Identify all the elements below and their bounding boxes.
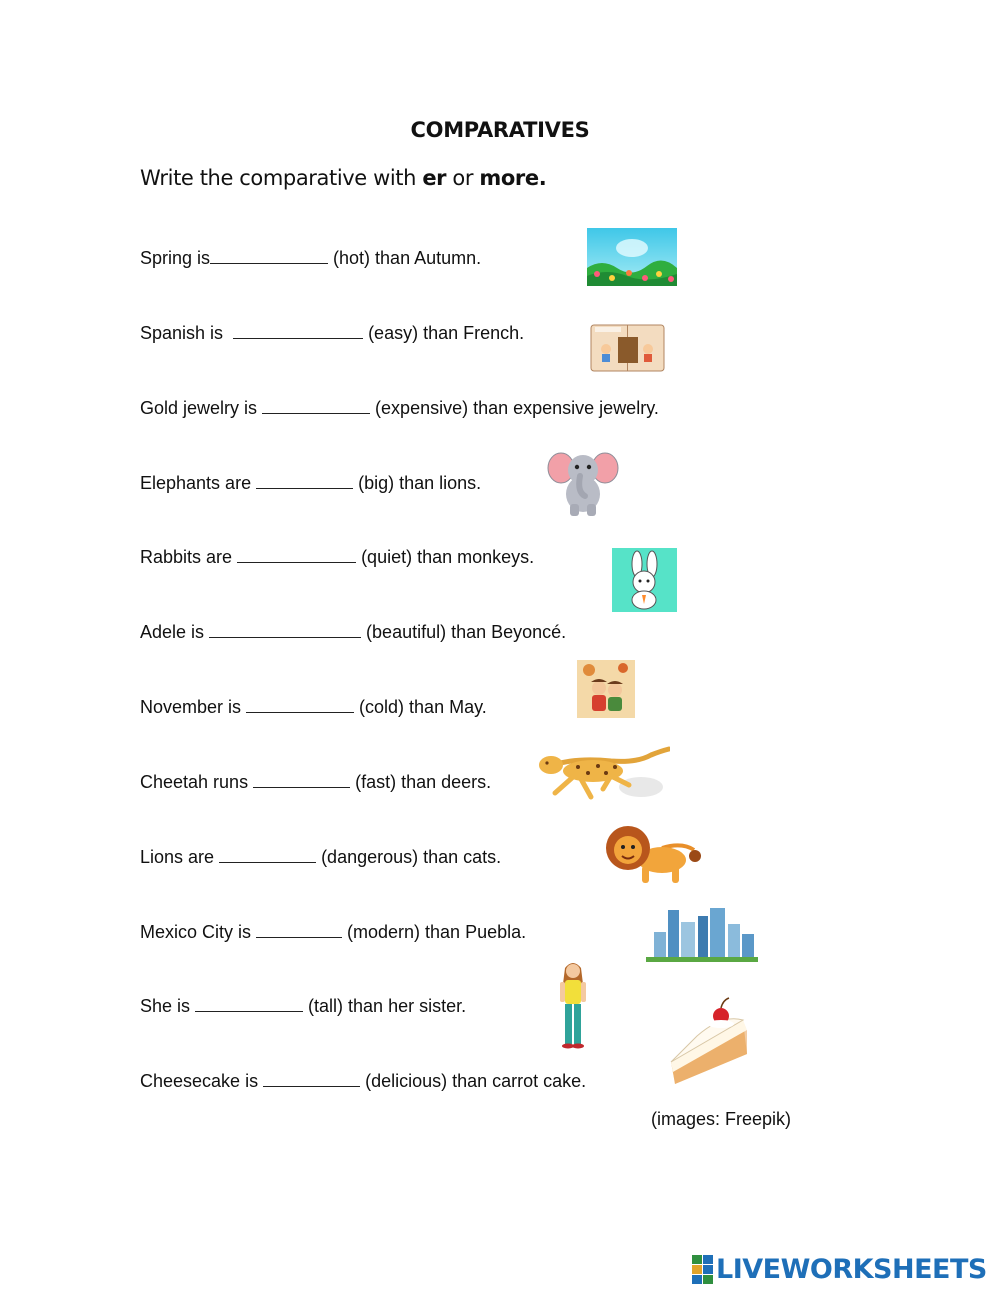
- instruction-or: or: [446, 166, 480, 190]
- logo-text: LIVEWORKSHEETS: [716, 1253, 987, 1285]
- spring-flowers-image: [587, 228, 677, 286]
- answer-blank[interactable]: [246, 697, 354, 713]
- antonyms-book-image: [590, 323, 665, 373]
- sentence-11: She is (tall) than her sister.: [140, 996, 467, 1016]
- answer-blank[interactable]: [263, 1071, 360, 1087]
- autumn-kids-image: [577, 660, 635, 718]
- answer-blank[interactable]: [210, 248, 328, 264]
- answer-blank[interactable]: [233, 323, 363, 339]
- sentence-6: Adele is (beautiful) than Beyoncé.: [140, 622, 567, 642]
- sentence-4: Elephants are (big) than lions.: [140, 473, 482, 493]
- sentence-5: Rabbits are (quiet) than monkeys.: [140, 547, 535, 567]
- sentence-2: Spanish is (easy) than French.: [140, 323, 525, 343]
- logo-mark-icon: [692, 1255, 713, 1284]
- sentence-7: November is (cold) than May.: [140, 697, 487, 717]
- answer-blank[interactable]: [256, 473, 353, 489]
- rabbit-image: [612, 548, 677, 612]
- city-skyline-image: [646, 904, 758, 962]
- sentence-3: Gold jewelry is (expensive) than expensive jewelry.: [140, 398, 659, 418]
- instructions: [140, 166, 546, 190]
- cheesecake-image: [667, 996, 751, 1086]
- lion-image: [602, 822, 702, 886]
- sentence-8: Cheetah runs (fast) than deers.: [140, 772, 492, 792]
- answer-blank[interactable]: [253, 772, 350, 788]
- page-title: COMPARATIVES: [410, 118, 590, 142]
- answer-blank[interactable]: [262, 398, 370, 414]
- answer-blank[interactable]: [195, 996, 303, 1012]
- answer-blank[interactable]: [219, 847, 316, 863]
- cheetah-image: [533, 745, 670, 805]
- sentence-1: Spring is (hot) than Autumn.: [140, 248, 482, 268]
- answer-blank[interactable]: [237, 547, 356, 563]
- elephant-image: [547, 446, 619, 518]
- image-credit: (images: Freepik): [651, 1109, 792, 1129]
- instruction-text: Write the comparative with: [140, 166, 423, 190]
- liveworksheets-logo[interactable]: [692, 1253, 987, 1285]
- sentence-9: Lions are (dangerous) than cats.: [140, 847, 502, 867]
- instruction-more: more.: [479, 166, 547, 190]
- answer-blank[interactable]: [256, 922, 342, 938]
- answer-blank[interactable]: [209, 622, 361, 638]
- instruction-er: er: [422, 166, 447, 190]
- sentence-10: Mexico City is (modern) than Puebla.: [140, 922, 527, 942]
- girl-image: [553, 958, 593, 1050]
- sentence-12: Cheesecake is (delicious) than carrot cake.: [140, 1071, 587, 1091]
